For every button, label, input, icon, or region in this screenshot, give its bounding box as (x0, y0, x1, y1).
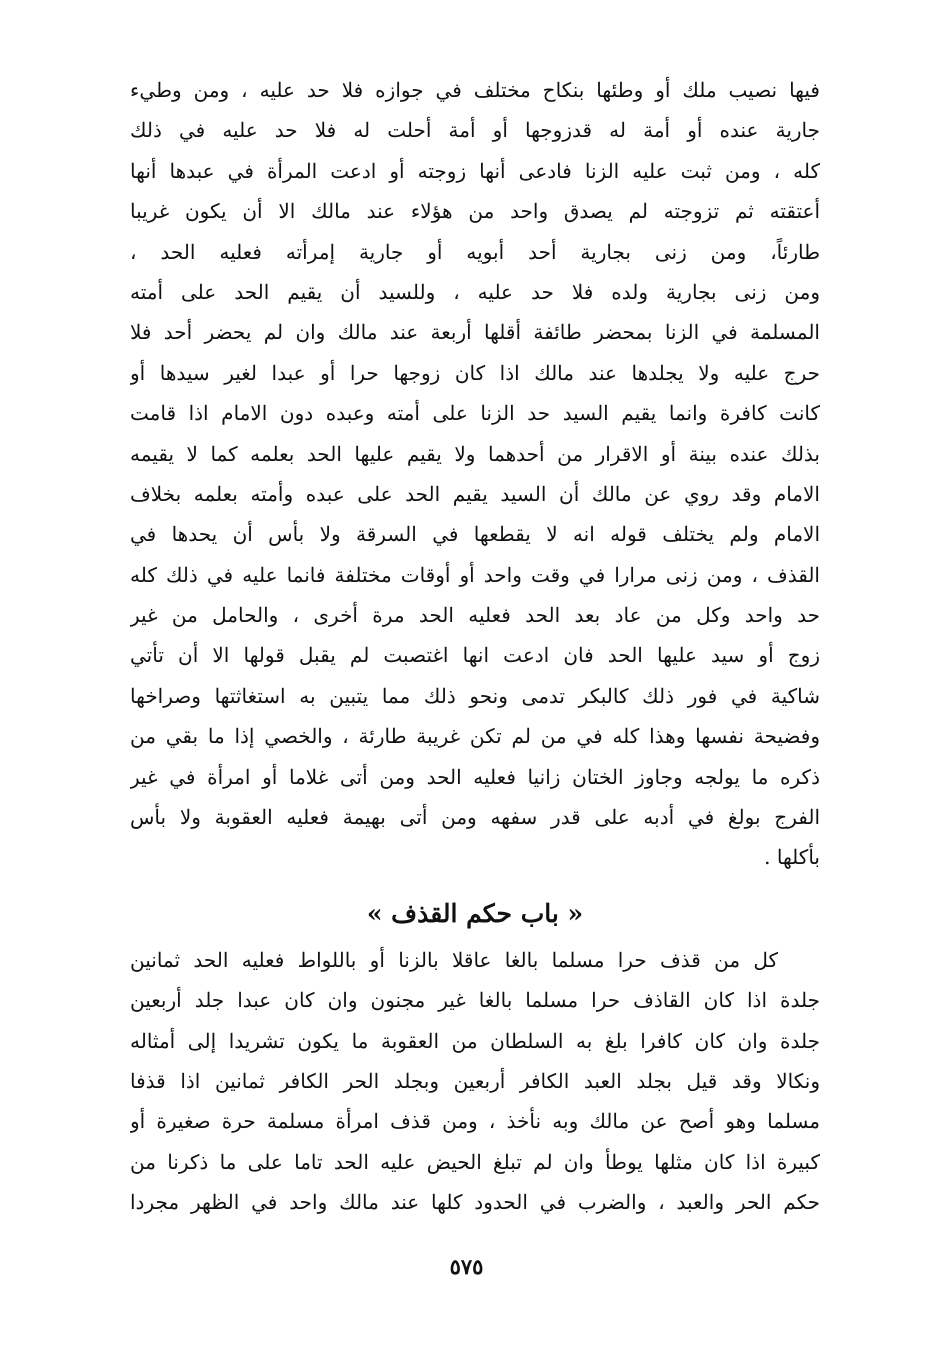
page-body (130, 70, 820, 1223)
text-line: جلدة وان كان كافرا بلغ به السلطان من العقوبة ما يكون تشريدا إلى أمثاله (130, 1028, 820, 1053)
text-line: ونكالا وقد قيل بجلد العبد الكافر أربعين وبجلد الحر الكافر ثمانين اذا قذفا (130, 1068, 820, 1093)
text-line: كانت كافرة وانما يقيم السيد حد الزنا على أمته وعبده دون الامام اذا قامت (130, 401, 820, 426)
text-line: الفرج بولغ في أدبه على قدر سفهه ومن أتى بهيمة فعليه العقوبة ولا بأس (130, 805, 820, 830)
text-line: الامام وقد روي عن مالك أن السيد يقيم الحد على عبده وأمته بعلمه بخلاف (130, 481, 820, 506)
page-number: ٥٧٥ (449, 1254, 484, 1279)
text-line: وفضيحة نفسها وهذا كله في من لم تكن غريبة طارئة ، والخصي إذا ما بقي من (130, 724, 820, 749)
chapter-heading: « باب حكم القذف » (366, 898, 584, 928)
text-line: ومن زنى بجارية ولده فلا حد عليه ، وللسيد أن يقيم الحد على أمته (130, 279, 820, 304)
text-line: حرج عليه ولا يجلدها عند مالك اذا كان زوجها حرا أو عبدا لغير سيدها أو (130, 360, 820, 385)
paragraph-qadhf (130, 940, 820, 1223)
text-line: بذلك عنده بينة أو الاقرار من أحدهما ولا يقيم عليها الحد بعلمه كما لا يقيمه (130, 441, 820, 466)
text-line: جلدة اذا كان القاذف حرا مسلما بالغا غير مجنون وان كان عبدا جلد أربعين (130, 988, 820, 1013)
text-line: القذف ، ومن زنى مرارا في وقت واحد أو أوقات مختلفة فانما عليه في ذلك كله (130, 562, 820, 587)
text-line: شاكية في فور ذلك كالبكر تدمى ونحو ذلك مما يتبين به استغاثتها وصراخها (130, 683, 820, 708)
text-line: أعتقته ثم تزوجته لم يصدق واحد من هؤلاء عند مالك الا أن يكون غريبا (130, 199, 820, 224)
text-line: المسلمة في الزنا بمحضر طائفة أقلها أربعة عند مالك وان لم يحضر أحد فلا (130, 320, 820, 345)
text-line: كله ، ومن ثبت عليه الزنا فادعى أنها زوجته أو ادعت المرأة في عبدها أنها (130, 158, 820, 183)
text-line: مسلما وهو أصح عن مالك وبه نأخذ ، ومن قذف امرأة مسلمة حرة صغيرة أو (130, 1109, 820, 1134)
text-line: طارئاً، ومن زنى بجارية أحد أبويه أو جارية إمرأته فعليه الحد ، (130, 239, 820, 264)
text-line: الامام ولم يختلف قوله انه لا يقطعها في السرقة ولا بأس أن يحدها في (130, 522, 820, 547)
text-line: زوج أو سيد عليها الحد فان ادعت انها اغتصبت لم يقبل قولها الا أن تأتي (130, 643, 820, 668)
text-line: كبيرة اذا كان مثلها يوطأ وان لم تبلغ الحيض عليه الحد تاما على ما ذكرنا من (130, 1149, 820, 1174)
text-line: فيها نصيب ملك أو وطئها بنكاح مختلف في جوازه فلا حد عليه ، ومن وطيء (130, 78, 820, 102)
text-line: ذكره ما يولجه وجاوز الختان زانيا فعليه الحد ومن أتى غلاما أو امرأة في غير (130, 764, 820, 789)
paragraph-hudud (130, 70, 820, 878)
text-line: بأكلها . (764, 845, 820, 870)
text-line: جارية عنده أو أمة له قدزوجها أو أمة أحلت له فلا حد عليه في ذلك (130, 118, 820, 143)
text-line: كل من قذف حرا مسلما بالغا عاقلا بالزنا أو باللواط فعليه الحد ثمانين (130, 947, 778, 972)
text-line: حكم الحر والعبد ، والضرب في الحدود كلها عند مالك واحد في الظهر مجردا (130, 1190, 820, 1215)
text-line: حد واحد وكل من عاد بعد الحد فعليه الحد مرة أخرى ، والحامل من غير (130, 603, 820, 628)
